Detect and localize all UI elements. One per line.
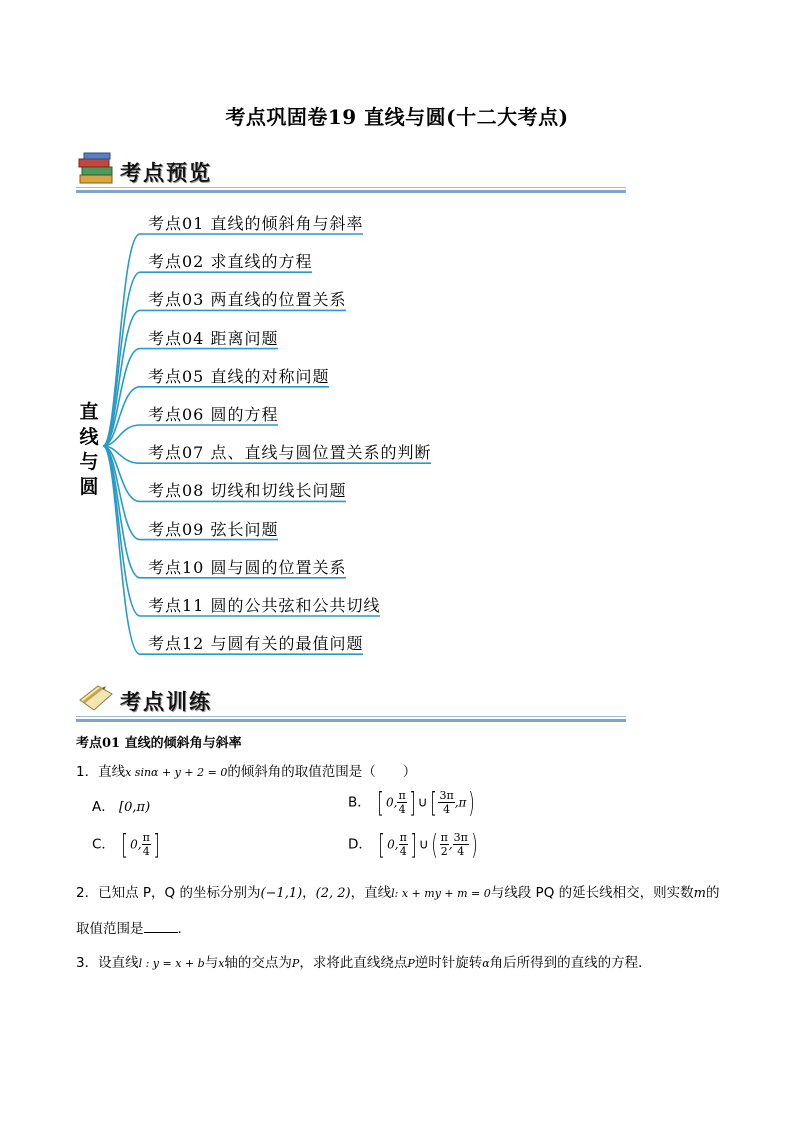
question-number: 1． bbox=[76, 764, 99, 780]
math-expression: (2, 2) bbox=[315, 886, 351, 901]
question-text: 已知点 P，Q 的坐标分别为 bbox=[98, 885, 261, 901]
numerator: π bbox=[398, 789, 406, 802]
math-text: 0, bbox=[130, 837, 142, 852]
question-number: 2． bbox=[76, 885, 99, 901]
pencil-paper-icon bbox=[76, 680, 116, 716]
option-a[interactable] bbox=[92, 795, 150, 815]
question-2 bbox=[76, 881, 719, 901]
math-variable: P bbox=[407, 957, 415, 970]
fraction bbox=[399, 831, 408, 858]
option-label: D． bbox=[348, 836, 372, 853]
denominator: 4 bbox=[399, 845, 407, 858]
math-expression: l : y = x + b bbox=[138, 957, 205, 970]
math-text: 0, bbox=[386, 795, 398, 810]
math-text: ,π bbox=[454, 795, 467, 810]
math-expression: x sinα + y + 2 = 0 bbox=[125, 766, 228, 779]
option-d[interactable]: D． [ 0, $\frac{\pi}{4}$ ] ∪( $\frac{\pi}{2}$ , $\frac{3\pi}{4}$ ) bbox=[348, 828, 478, 861]
mindmap-node: 考点01 直线的倾斜角与斜率 bbox=[148, 214, 364, 233]
root-char: 与 bbox=[79, 451, 99, 473]
question-text: 轴的交点为 bbox=[224, 955, 292, 971]
fraction bbox=[142, 831, 151, 858]
mindmap-node: 考点04 距离问题 bbox=[148, 328, 279, 348]
question-text: 的倾斜角的取值范围是（ ） bbox=[227, 764, 417, 780]
root-char: 线 bbox=[79, 426, 99, 448]
math-expression: (−1,1) bbox=[260, 886, 303, 901]
math-variable: m bbox=[693, 886, 706, 901]
option-c[interactable]: C． [ 0, $\frac{\pi}{4}$ ] bbox=[92, 828, 160, 861]
question-text: 角后所得到的直线的方程． bbox=[489, 955, 652, 971]
mindmap-node: 考点02 求直线的方程 bbox=[148, 252, 313, 272]
mindmap-node: 考点11 圆的公共弦和公共切线 bbox=[148, 596, 381, 615]
question-text: 取值范围是 bbox=[76, 921, 144, 937]
page-title: 考点巩固卷19 直线与圆(十二大考点) bbox=[225, 105, 569, 129]
section-label-preview: 考点预览 bbox=[120, 161, 212, 185]
section-label-training: 考点训练 bbox=[120, 690, 212, 714]
option-label: B． bbox=[348, 794, 371, 811]
math-text: 0, bbox=[387, 837, 399, 852]
mindmap-node: 考点03 两直线的位置关系 bbox=[148, 290, 347, 310]
question-text: 与 bbox=[204, 955, 219, 971]
mindmap-node: 考点09 弦长问题 bbox=[148, 519, 279, 539]
denominator: 4 bbox=[398, 803, 406, 816]
option-label: A． bbox=[92, 799, 115, 815]
mindmap-root bbox=[78, 400, 100, 500]
question-text: 逆时针旋转 bbox=[414, 955, 483, 971]
fraction bbox=[397, 789, 406, 816]
math-variable: P bbox=[291, 957, 300, 970]
mindmap-node: 考点05 直线的对称问题 bbox=[148, 366, 330, 386]
question-text: ，直线 bbox=[350, 885, 392, 901]
question-text: 的 bbox=[705, 885, 720, 901]
math-expression: l: x + my + m = 0 bbox=[391, 887, 491, 900]
question-2-line2 bbox=[76, 917, 182, 937]
denominator: 2 bbox=[440, 845, 448, 858]
union-symbol: ∪ bbox=[417, 794, 428, 811]
option-label: C． bbox=[92, 836, 115, 853]
question-number: 3． bbox=[76, 955, 99, 971]
denominator: 4 bbox=[142, 845, 150, 858]
denominator: 4 bbox=[457, 845, 465, 858]
question-text: ，求将此直线绕点 bbox=[299, 955, 408, 971]
mindmap-node: 考点10 圆与圆的位置关系 bbox=[148, 557, 347, 577]
union-symbol: ∪ bbox=[418, 836, 429, 853]
root-char: 直 bbox=[79, 401, 99, 423]
root-char: 圆 bbox=[79, 476, 99, 498]
mindmap-node: 考点07 点、直线与圆位置关系的判断 bbox=[148, 443, 432, 463]
mindmap-branch bbox=[103, 446, 363, 654]
numerator: 3π bbox=[453, 831, 468, 844]
question-3 bbox=[76, 951, 652, 971]
numerator: 3π bbox=[439, 789, 454, 802]
answer-blank[interactable] bbox=[144, 920, 178, 933]
section-header-training bbox=[76, 672, 626, 722]
fraction bbox=[440, 831, 449, 858]
denominator: 4 bbox=[443, 803, 451, 816]
numerator: π bbox=[440, 831, 448, 844]
mindmap-node: 考点12 与圆有关的最值问题 bbox=[148, 634, 364, 654]
numerator: π bbox=[142, 831, 150, 844]
option-b[interactable]: B． [ 0, $\frac{\pi}{4}$ ] ∪[ $\frac{3\pi}{4}$ ,π) bbox=[348, 786, 476, 819]
math-variable: α bbox=[482, 957, 490, 970]
question-1 bbox=[76, 760, 416, 780]
question-text: 设直线 bbox=[98, 955, 139, 971]
mindmap-node: 考点08 切线和切线长问题 bbox=[148, 481, 347, 501]
option-expression: [0,π) bbox=[119, 800, 151, 815]
question-text: . bbox=[177, 921, 182, 937]
fraction bbox=[453, 831, 469, 858]
numerator: π bbox=[399, 831, 407, 844]
question-text: 与线段 PQ 的延长线相交，则实数 bbox=[490, 885, 694, 901]
math-variable: x bbox=[218, 957, 225, 970]
mindmap-node: 考点06 圆的方程 bbox=[148, 405, 279, 424]
question-section-title: 考点01 直线的倾斜角与斜率 bbox=[76, 736, 242, 751]
question-text: ， bbox=[302, 885, 316, 901]
fraction bbox=[438, 789, 454, 816]
question-text: 直线 bbox=[98, 764, 126, 780]
